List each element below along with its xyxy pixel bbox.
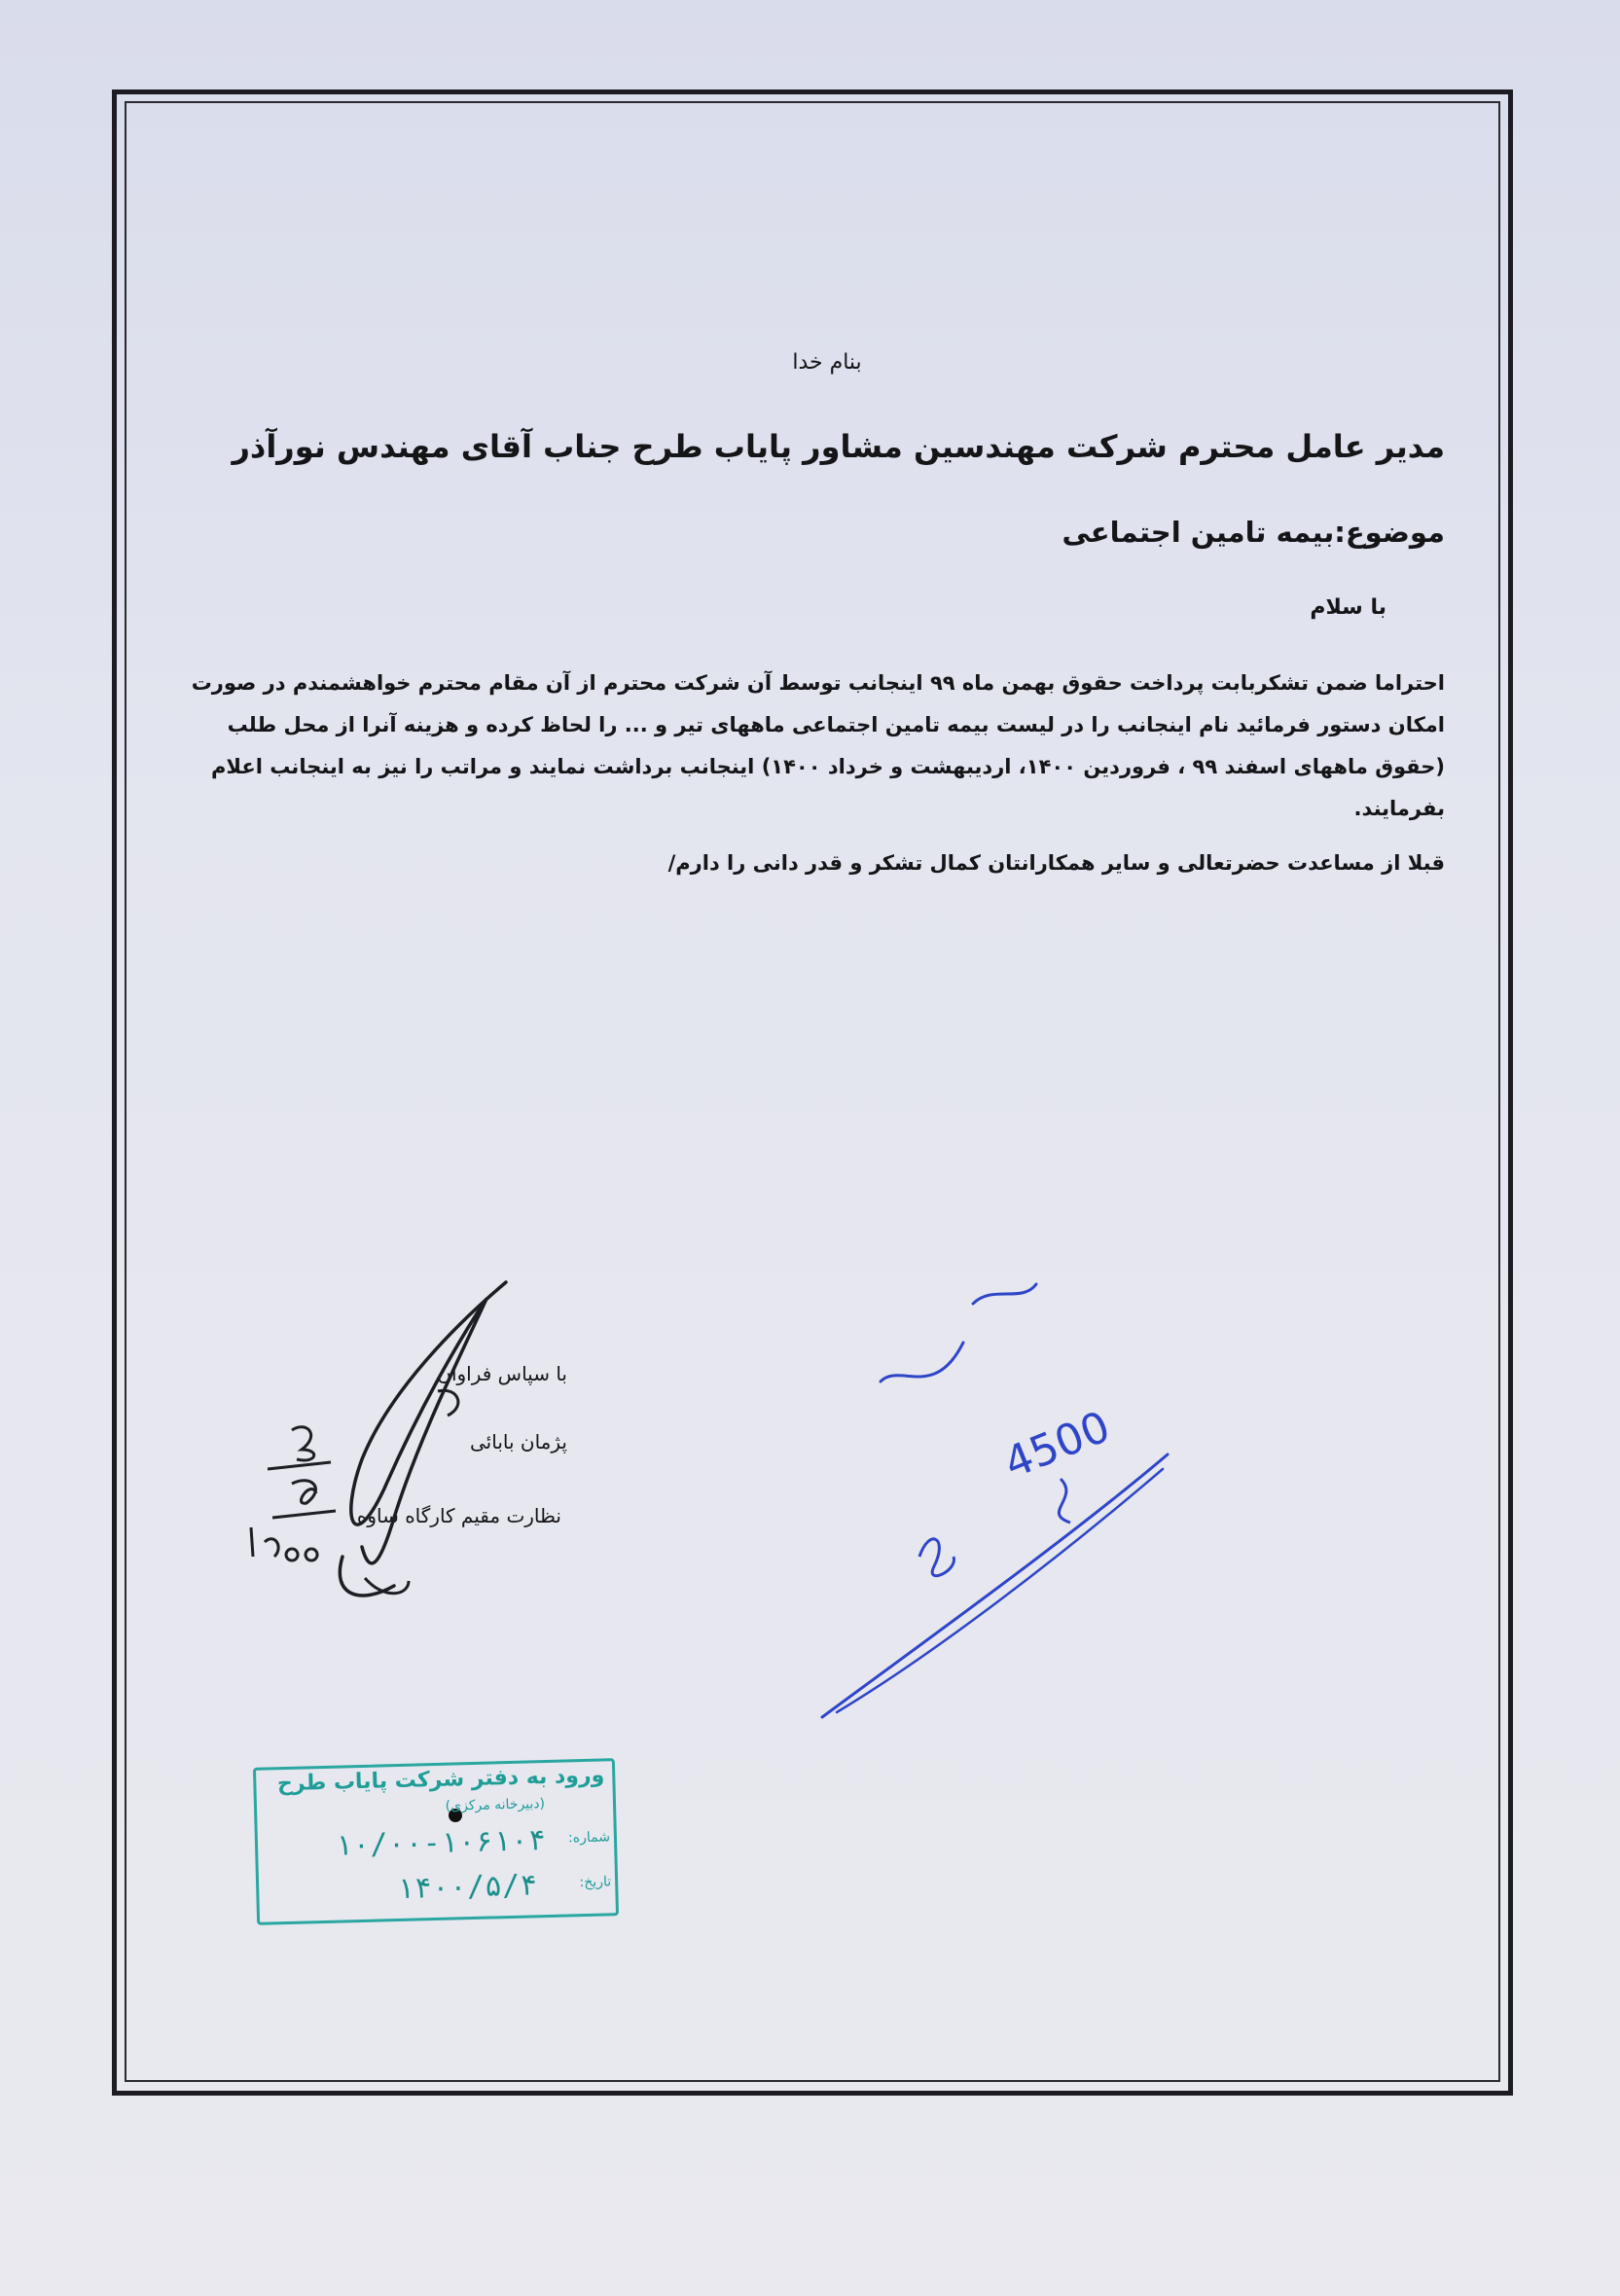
greeting-line: با سلام (1310, 595, 1386, 620)
stamp-title: ورود به دفتر شرکت پایاب طرح (276, 1763, 605, 1797)
recipient-line: مدیر عامل محترم شرکت مهندسین مشاور پایاب طرح جناب آقای مهندس نورآذر (232, 428, 1445, 465)
stamp-date-label: تاریخ: (579, 1874, 612, 1891)
stamp-number-value: ۱۰/۰۰-۱۰۶۱۰۴ (334, 1823, 547, 1863)
signature-scribble (340, 1282, 506, 1596)
signer-name: پژمان بابائی (469, 1430, 567, 1453)
body-line: احتراما ضمن تشکربابت پرداخت حقوق بهمن ماه ۹۹ اینجانب توسط آن شرکت محترم از آن مقام محترم خواهشمندم در صورت (191, 671, 1445, 695)
annotation-long-stroke (822, 1454, 1168, 1717)
stamp-date-value: ۱۴۰۰/۵/۴ (396, 1868, 538, 1907)
subject-line: موضوع:بیمه تامین اجتماعی (1062, 516, 1445, 549)
body-line: امکان دستور فرمائید نام اینجانب را در لیست بیمه تامین اجتماعی ماههای تیر و ... را لحاظ کرده و هزینه آنرا از محل طلب (227, 713, 1445, 736)
body-line: (حقوق ماههای اسفند ۹۹ ، فروردین ۱۴۰۰، اردیبهشت و خرداد ۱۴۰۰) اینجانب برداشت نمایند و مراتب را نیز به اینجانب اعلام (211, 755, 1445, 778)
basmala-heading: بنام خدا (792, 350, 862, 375)
signer-role: نظارت مقیم کارگاه ساوه (356, 1504, 561, 1527)
annotation-amount: 4500 (997, 1401, 1117, 1489)
body-line: قبلا از مساعدت حضرتعالی و سایر همکارانتان کمال تشکر و قدر دانی را دارم/ (667, 851, 1445, 875)
body-line: بفرمایند. (1353, 797, 1445, 820)
stamp-subtitle: (دبیرخانه مرکزی) (445, 1796, 546, 1814)
closing-line: با سپاس فراوان (437, 1362, 567, 1385)
stamp-number-label: شماره: (567, 1829, 611, 1847)
received-stamp (253, 1758, 619, 1925)
